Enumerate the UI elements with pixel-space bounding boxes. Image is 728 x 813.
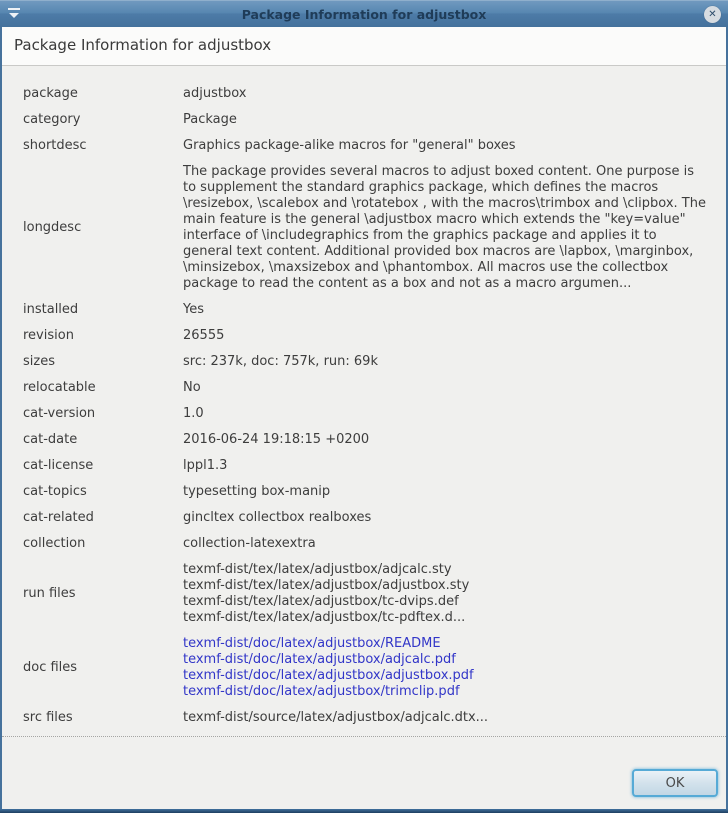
page-title: Package Information for adjustbox bbox=[2, 27, 726, 66]
row-relocatable bbox=[2, 380, 726, 396]
row-value: lppl1.3 bbox=[183, 458, 228, 473]
row-cat-topics bbox=[2, 484, 726, 500]
window-bottom-border bbox=[0, 809, 728, 813]
close-icon[interactable]: ✕ bbox=[704, 6, 721, 23]
row-value: Graphics package-alike macros for "general" boxes bbox=[183, 138, 516, 153]
row-label: relocatable bbox=[23, 380, 96, 395]
row-label: shortdesc bbox=[23, 138, 87, 153]
row-value bbox=[183, 562, 707, 626]
row-value: Package bbox=[183, 112, 237, 127]
row-label: src files bbox=[23, 710, 73, 725]
window-body bbox=[0, 27, 728, 809]
window-menu-icon[interactable] bbox=[7, 8, 21, 20]
row-value bbox=[183, 636, 707, 700]
row-label: longdesc bbox=[23, 220, 82, 235]
row-value: collection-latexextra bbox=[183, 536, 316, 551]
row-cat-date bbox=[2, 432, 726, 448]
row-label: installed bbox=[23, 302, 79, 317]
dialog-footer bbox=[2, 737, 726, 809]
row-value: Yes bbox=[183, 302, 204, 317]
window-title: Package Information for adjustbox bbox=[241, 6, 487, 22]
doc-file-link[interactable]: texmf-dist/doc/latex/adjustbox/adjustbox.pdf bbox=[183, 668, 474, 683]
row-package bbox=[2, 86, 726, 102]
row-label: package bbox=[23, 86, 78, 101]
row-shortdesc bbox=[2, 138, 726, 154]
row-label: collection bbox=[23, 536, 86, 551]
row-label: cat-related bbox=[23, 510, 94, 525]
row-value: No bbox=[183, 380, 201, 395]
row-value: gincltex collectbox realboxes bbox=[183, 510, 372, 525]
doc-file-link[interactable]: texmf-dist/doc/latex/adjustbox/README bbox=[183, 636, 441, 651]
info-content bbox=[2, 66, 726, 809]
row-installed bbox=[2, 302, 726, 318]
row-label: revision bbox=[23, 328, 74, 343]
run-file-path: texmf-dist/tex/latex/adjustbox/adjcalc.sty bbox=[183, 562, 452, 577]
row-label: cat-license bbox=[23, 458, 94, 473]
row-value: 26555 bbox=[183, 328, 225, 343]
row-value: The package provides several macros to adjust boxed content. One purpose is to supplement the standard graphics package, which defines the macros \resizebox, \scalebox and \rotatebox , with the macros\trimbox and \clipbox. The main feature is the general \adjustbox macro which extends the "key=value" interface of \includegraphics from the graphics package and applies it to general text content. Additional provided box macros are \lapbox, \marginbox, \minsizebox, \maxsizebox and \phantombox. All macros use the collectbox package to read the content as a box and not as a macro argumen... bbox=[183, 164, 706, 291]
run-file-path: texmf-dist/tex/latex/adjustbox/tc-dvips.def bbox=[183, 594, 459, 609]
row-value: typesetting box-manip bbox=[183, 484, 331, 499]
row-value: adjustbox bbox=[183, 86, 247, 101]
run-file-path: texmf-dist/tex/latex/adjustbox/adjustbox.sty bbox=[183, 578, 470, 593]
row-value: 2016-06-24 19:18:15 +0200 bbox=[183, 432, 370, 447]
row-longdesc bbox=[2, 164, 726, 292]
row-revision bbox=[2, 328, 726, 344]
row-label: doc files bbox=[23, 660, 78, 675]
info-rows bbox=[2, 66, 726, 737]
row-sizes bbox=[2, 354, 726, 370]
row-label: category bbox=[23, 112, 81, 127]
doc-file-link[interactable]: texmf-dist/doc/latex/adjustbox/adjcalc.pdf bbox=[183, 652, 456, 667]
ok-button[interactable]: OK bbox=[632, 769, 718, 797]
row-run-files bbox=[2, 562, 726, 626]
row-label: sizes bbox=[23, 354, 55, 369]
row-label: cat-version bbox=[23, 406, 96, 421]
row-label: run files bbox=[23, 586, 76, 601]
row-value: texmf-dist/source/latex/adjustbox/adjcalc.dtx... bbox=[183, 710, 489, 725]
row-label: cat-topics bbox=[23, 484, 87, 499]
row-src-files bbox=[2, 710, 726, 726]
row-value: 1.0 bbox=[183, 406, 204, 421]
row-value: src: 237k, doc: 757k, run: 69k bbox=[183, 354, 378, 369]
titlebar bbox=[0, 0, 728, 27]
row-cat-related bbox=[2, 510, 726, 526]
row-doc-files bbox=[2, 636, 726, 700]
row-cat-version bbox=[2, 406, 726, 422]
doc-file-link[interactable]: texmf-dist/doc/latex/adjustbox/trimclip.pdf bbox=[183, 684, 460, 699]
row-category bbox=[2, 112, 726, 128]
row-cat-license bbox=[2, 458, 726, 474]
row-label: cat-date bbox=[23, 432, 78, 447]
row-collection bbox=[2, 536, 726, 552]
run-file-path: texmf-dist/tex/latex/adjustbox/tc-pdftex.d... bbox=[183, 610, 466, 625]
